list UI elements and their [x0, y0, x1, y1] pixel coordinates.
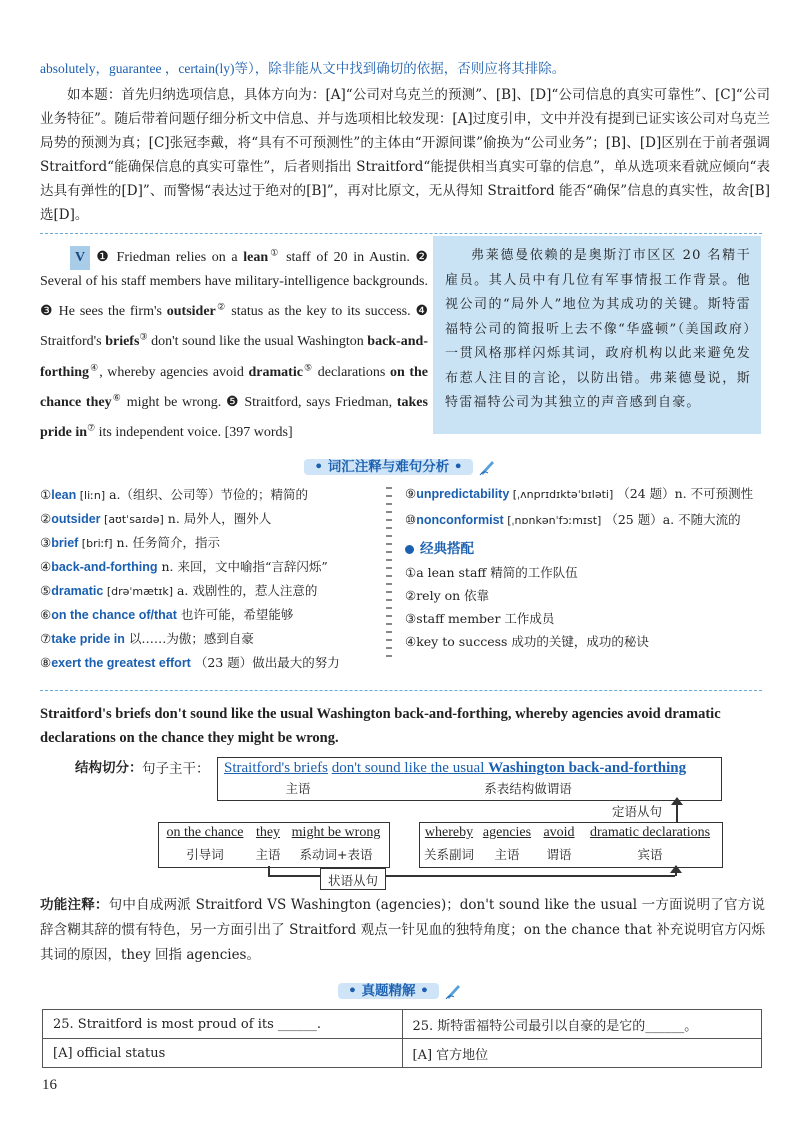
- clause-word: they: [255, 825, 281, 840]
- clause-word: avoid: [543, 825, 575, 840]
- note-marker: ⑥: [111, 392, 123, 403]
- vocab-word: dramatic: [51, 584, 104, 598]
- vocab-phonetic: [briːf]: [78, 537, 113, 550]
- passage-segment: don't sound like the usual Washington: [147, 334, 368, 350]
- collocation-list: [405, 561, 765, 653]
- vocab-definition: a.（组织、公司等）节俭的；精简的: [105, 487, 309, 502]
- clause-word: agencies: [482, 825, 532, 840]
- lead-line: [40, 58, 770, 80]
- vocab-phonetic: [liːn]: [76, 489, 106, 502]
- note-marker: ⑤: [302, 361, 314, 372]
- vocab-word: back-and-forthing: [51, 560, 158, 574]
- vocab-phonetic: [ˌʌnprɪdɪktəˈbɪləti]: [509, 488, 614, 501]
- vocab-word: nonconformist: [416, 513, 504, 527]
- vocab-definition: a. 戏剧性的，惹人注意的: [173, 583, 318, 598]
- collocation-heading: 经典搭配: [405, 538, 765, 561]
- page-number: 16: [42, 1077, 57, 1093]
- main-clause-text: [224, 760, 686, 777]
- note-marker: ④: [89, 361, 100, 372]
- clause-tag: 引导词: [186, 847, 224, 862]
- vocab-definition: 以……为傲；感到自豪: [124, 631, 254, 646]
- passage-body: [40, 247, 428, 440]
- passage-keyword: on the chance they: [40, 364, 428, 410]
- passage-text: [40, 240, 428, 445]
- passage-keyword: lean: [243, 249, 269, 265]
- clause-tag: 关系副词: [423, 847, 474, 862]
- collocation-item: ②rely on 依靠: [405, 588, 490, 603]
- vocab-phonetic: [drəˈmætɪk]: [103, 585, 173, 598]
- vocab-item: ③brief [briːf] n. 任务简介，指示: [40, 535, 221, 550]
- passage-segment: , whereby agencies avoid: [99, 364, 249, 380]
- passage-keyword: briefs: [105, 334, 140, 350]
- note-marker: ⑦: [87, 422, 96, 433]
- bullet-icon: [405, 545, 414, 554]
- collocation-item: ③staff member 工作成员: [405, 611, 555, 626]
- vocab-item: ②outsider [aʊtˈsaɪdə] n. 局外人，圈外人: [40, 511, 272, 526]
- collocation-item: ①a lean staff 精简的工作队伍: [405, 565, 578, 580]
- analysis-paragraph: 如本题：首先归纳选项信息，具体方向为：[A]“公司对乌克兰的预测”、[B]、[D]“公司信息的真实可靠性”、[C]“公司业务特征”。随后带着问题仔细分析文中信息、并与选项相比较发现：[A]过度引申，文中并没有提到已证实该公司对乌克兰局势的预测为真；[C]张冠李戴，将“具有不可预测性”的主体由“开源间谍”偷换为“公司业务”；[B]、[D]区别在于前者强调 Straitford“能确保信息的真实可靠性”，后者则指出 Straitford“能提供相当真实可靠的信息”，单从选项来看就应倾向“表达具有弹性的[D]”、而警惕“表达过于绝对的[B]”，再对比原文，无从得知 Straitford 能否“确保”信息的真实性，故舍[B]选[D]。: [40, 87, 770, 223]
- passage-keyword: outsider: [166, 304, 216, 320]
- passage-segment: staff of 20 in Austin. ❷ Several of his staff members have military-intelligence backgrounds. ❸ He sees the firm's: [40, 249, 428, 320]
- exam-banner-wrap: [0, 979, 800, 1003]
- main-predicate: don't sound like the usual Washington back-and-forthing: [331, 760, 687, 776]
- note-marker: ②: [215, 301, 227, 312]
- vocab-word: on the chance of/that: [51, 608, 177, 622]
- vocab-word: lean: [51, 488, 77, 502]
- note-marker: ①: [268, 247, 281, 257]
- vocab-definition: n. 任务简介，指示: [112, 535, 221, 550]
- passage-translation: 弗莱德曼依赖的是奥斯汀市区区 20 名精干雇员。其人员中有几位有军事情报工作背景。他视公司的“局外人”地位为其成功的关键。斯特雷福特公司的简报听上去不像“华盛顿”（美国政府）一贯风格那样闪烁其词，政府机构以此来避免发布惹人注目的言论，以防出错。弗莱德曼说，斯特雷福特公司为其独立的声音感到自豪。: [433, 236, 761, 434]
- vocab-word: exert the greatest effort: [51, 656, 191, 670]
- difficult-sentence: Straitford's briefs don't sound like the usual Washington back-and-forthing, whereby agencies avoid dramatic declarations on the chance they might be wrong.: [40, 706, 721, 746]
- table-row: [43, 1039, 762, 1068]
- vocab-word: outsider: [51, 512, 101, 526]
- question-stem-en: 25. Straitford is most proud of its ______.: [43, 1010, 403, 1039]
- passage-segment: declarations: [313, 364, 390, 380]
- vocab-item: ④back-and-forthing n. 来回，文中喻指“言辞闪烁”: [40, 559, 328, 574]
- clause-tag: 系动词+表语: [299, 847, 373, 862]
- option-a-zh: [A] 官方地位: [402, 1039, 762, 1068]
- clause-word: dramatic declarations: [589, 825, 711, 840]
- vocab-item: ⑤dramatic [drəˈmætɪk] a. 戏剧性的，惹人注意的: [40, 583, 318, 598]
- vocab-item: ⑨unpredictability [ˌʌnprɪdɪktəˈbɪləti] （24 题）n. 不可预测性: [405, 486, 754, 501]
- vocab-item: ⑥on the chance of/that 也许可能，希望能够: [40, 607, 294, 622]
- vocab-definition: n. 局外人，圈外人: [163, 511, 272, 526]
- clause-tag: 主语: [255, 847, 281, 862]
- vocab-list-left: [40, 483, 380, 675]
- question-table: [42, 1009, 762, 1068]
- collocation-item: ④key to success 成功的关键，成功的秘诀: [405, 634, 649, 649]
- clause-word: on the chance: [166, 825, 244, 840]
- vocab-definition: 也许可能，希望能够: [176, 607, 294, 622]
- option-a-en: [A] official status: [43, 1039, 403, 1068]
- arrow-up-icon: [670, 865, 682, 873]
- structure-label: 结构切分：: [75, 760, 143, 776]
- vocab-word: brief: [51, 536, 79, 550]
- vocab-word: unpredictability: [416, 487, 510, 501]
- pen-icon: [478, 458, 496, 476]
- vocab-item: ⑦take pride in 以……为傲；感到自豪: [40, 631, 254, 646]
- divider: [40, 233, 762, 234]
- adv-clause-label-box: [320, 868, 386, 890]
- question-stem-zh: 25. 斯特雷福特公司最引以自豪的是它的______。: [402, 1010, 762, 1039]
- attr-clause-label: 定语从句: [612, 804, 663, 819]
- column-divider: [386, 484, 392, 662]
- vocab-list-right: [405, 483, 765, 653]
- vocab-item: ⑩nonconformist [ˌnɒnkənˈfɔːmɪst] （25 题）a. 不随大流的: [405, 512, 741, 527]
- lead-english: absolutely，guarantee ，certain(ly)等），: [40, 61, 269, 76]
- clause-word: whereby: [424, 825, 474, 840]
- clause-tag: 宾语: [637, 847, 663, 862]
- passage-keyword: dramatic: [248, 364, 303, 380]
- passage-segment: ❶ Friedman relies on a: [94, 249, 244, 265]
- vocab-banner-wrap: [0, 455, 800, 479]
- vocab-definition: （25 题）a. 不随大流的: [601, 512, 741, 527]
- passage-keyword: back-and-forthing: [40, 334, 428, 380]
- note-marker: ③: [139, 331, 148, 342]
- vocab-banner: • 词汇注释与难句分析 •: [304, 459, 472, 475]
- main-subject: Straitford's briefs: [224, 760, 328, 776]
- adverbial-clause-box: [158, 822, 390, 868]
- table-row: [43, 1010, 762, 1039]
- main-label: 句子主干：: [142, 761, 210, 777]
- vocab-phonetic: [ˌnɒnkənˈfɔːmɪst]: [503, 514, 602, 527]
- vocab-word: take pride in: [51, 632, 125, 646]
- lead-chinese: 除非能从文中找到确切的依据，否则应将其排除。: [268, 61, 566, 77]
- function-note: 功能注释：句中自成两派 Straitford VS Washington (agencies)；don't sound like the usual 一方面说明了官方说辞含糊其辞的惯有特色，另一方面引出了 Straitford 观点一针见血的独特角度；on the chance that 补充说明官方闪烁其词的原因，they 回指 agencies。: [40, 897, 765, 963]
- vocab-item: ⑧exert the greatest effort （23 题）做出最大的努力: [40, 655, 340, 670]
- clause-word: might be wrong: [291, 825, 381, 840]
- vocab-phonetic: [aʊtˈsaɪdə]: [100, 513, 164, 526]
- vocab-definition: （24 题）n. 不可预测性: [613, 486, 754, 501]
- vocab-definition: （23 题）做出最大的努力: [190, 655, 340, 670]
- pen-icon: [444, 982, 462, 1000]
- passage-keyword: takes pride in: [40, 394, 428, 440]
- arrow-up-icon: [671, 797, 683, 805]
- tag-subject: 主语: [285, 781, 311, 796]
- exam-banner: • 真题精解 •: [338, 983, 439, 999]
- vocab-definition: n. 来回，文中喻指“言辞闪烁”: [157, 559, 328, 574]
- passage-segment: its independent voice. [397 words]: [95, 424, 293, 440]
- tag-predicate: 系表结构做谓语: [484, 781, 572, 796]
- adv-clause-label: 状语从句: [327, 873, 378, 888]
- clause-tag: 主语: [494, 847, 520, 862]
- paragraph-marker: V: [70, 246, 90, 271]
- passage-segment: status as the key to its success. ❹ Straitford's: [40, 304, 428, 350]
- passage-segment: might be wrong. ❺ Straitford, says Friedman,: [122, 394, 397, 410]
- attributive-clause-box: [419, 822, 723, 868]
- clause-tag: 谓语: [546, 847, 572, 862]
- divider: [40, 690, 762, 691]
- vocab-item: ①lean [liːn] a.（组织、公司等）节俭的；精简的: [40, 487, 309, 502]
- main-clause-box: [217, 757, 722, 801]
